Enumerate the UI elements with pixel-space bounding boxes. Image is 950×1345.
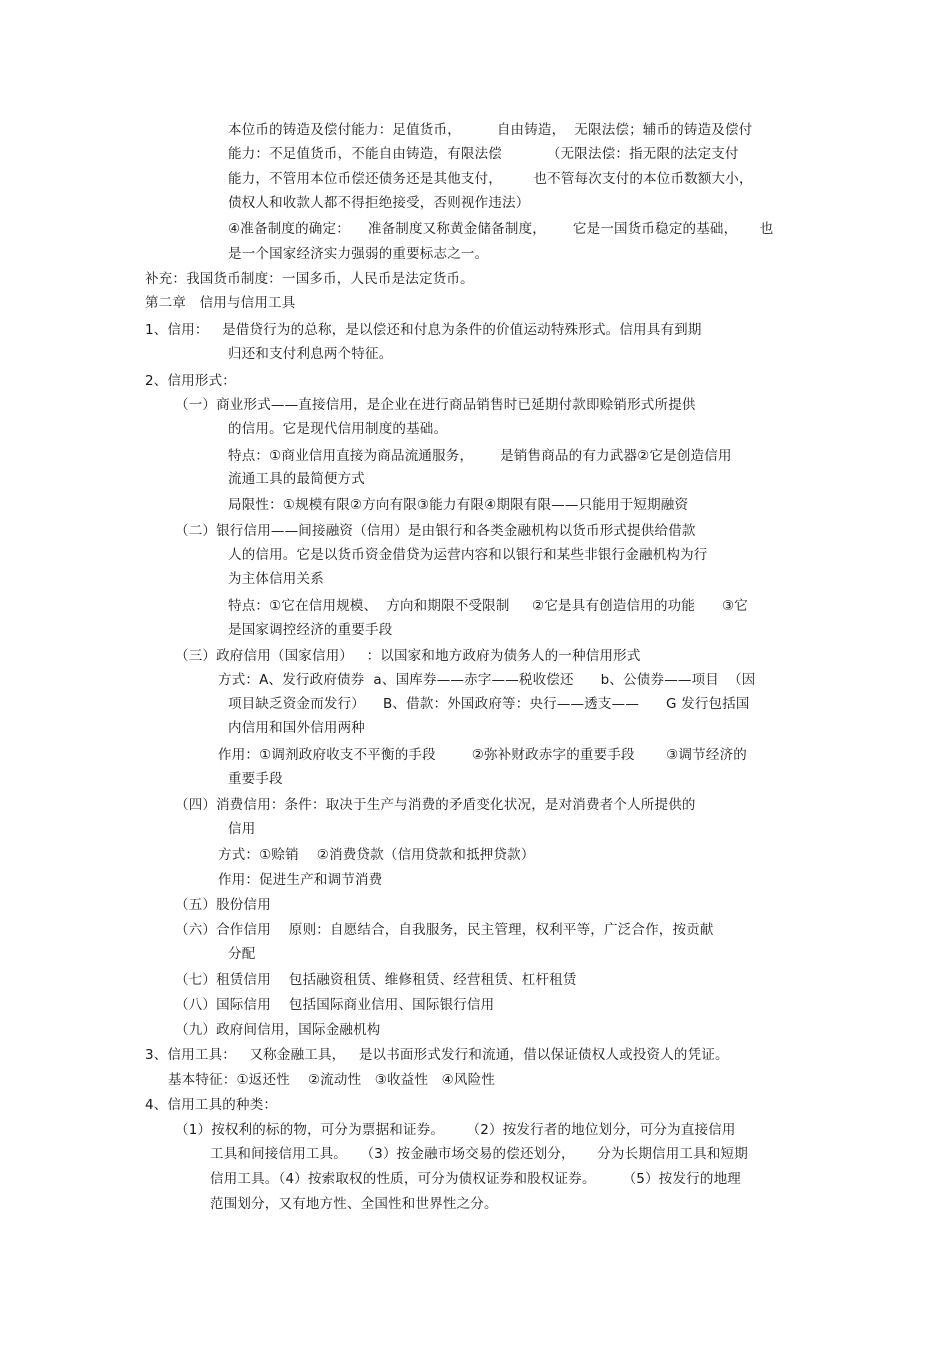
text-line: 信用工具。（4）按索取权的性质，可分为债权证券和股权证券。 （5）按发行的地理 [210,1171,741,1187]
text-line: （六）合作信用 原则：自愿结合，自我服务，民主管理，权利平等，广泛合作，按贡献 [175,922,714,938]
text-line: （二）银行信用——间接融资（信用）是由银行和各类金融机构以货币形式提供给借款 [175,523,696,539]
text-line: 补充：我国货币制度：一国多币，人民币是法定货币。 [145,271,474,287]
text-line: 分配 [228,946,256,962]
text-line: 债权人和收款人都不得拒绝接受，否则视作违法） [228,195,530,211]
text-line: （四）消费信用：条件：取决于生产与消费的矛盾变化状况，是对消费者个人所提供的 [175,797,696,813]
text-line: 项目缺乏资金而发行） B、借款：外国政府等：央行——透支—— G 发行包括国 [228,696,750,712]
text-line: 人的信用。它是以货币资金借贷为运营内容和以银行和某些非银行金融机构为行 [228,547,708,563]
text-line: 是国家调控经济的重要手段 [228,622,393,638]
text-line: 作用：①调剂政府收支不平衡的手段 ②弥补财政赤字的重要手段 ③调节经济的 [218,747,747,763]
text-line: （五）股份信用 [175,897,271,913]
text-line: 能力，不管用本位币偿还债务还是其他支付， 也不管每次支付的本位币数额大小， [228,171,753,187]
text-line: 归还和支付利息两个特征。 [228,346,393,362]
text-line: 重要手段 [228,771,283,787]
text-line: 工具和间接信用工具。 （3）按金融市场交易的偿还划分， 分为长期信用工具和短期 [210,1146,748,1162]
text-line: 作用：促进生产和调节消费 [218,872,383,888]
text-line: 是一个国家经济实力强弱的重要标志之一。 [228,246,489,262]
section-heading: 4、信用工具的种类： [145,1097,278,1113]
text-line: 为主体信用关系 [228,571,324,587]
text-line: 范围划分，又有地方性、全国性和世界性之分。 [210,1196,498,1212]
text-line: （三）政府信用（国家信用） ：以国家和地方政府为债务人的一种信用形式 [175,648,641,664]
text-line: 局限性：①规模有限②方向有限③能力有限④期限有限——只能用于短期融资 [228,497,689,513]
chapter-title: 第二章 信用与信用工具 [145,295,296,311]
text-line: 特点：①商业信用直接为商品流通服务， 是销售商品的有力武器②它是创造信用 [228,448,732,464]
text-line: 方式：①赊销 ②消费贷款（信用贷款和抵押贷款） [218,847,535,863]
text-line: 内信用和国外信用两种 [228,720,365,736]
text-line: 3、信用工具： 又称金融工具， 是以书面形式发行和流通，借以保证债权人或投资人的凭证。 [145,1047,729,1063]
text-line: 1、信用： 是借贷行为的总称，是以偿还和付息为条件的价值运动特殊形式。信用具有到期 [145,322,702,338]
text-line: 方式：A、发行政府债券 a、国库券——赤字——税收偿还 b、公债券——项目 （因 [218,672,756,688]
text-line: （八）国际信用 包括国际商业信用、国际银行信用 [175,997,495,1013]
text-line: （九）政府间信用，国际金融机构 [175,1022,381,1038]
text-line: （1）按权利的标的物，可分为票据和证券。 （2）按发行者的地位划分，可分为直接信用 [175,1122,736,1138]
text-line: 基本特征：①返还性 ②流动性 ③收益性 ④风险性 [168,1072,496,1088]
section-heading: 2、信用形式： [145,373,236,389]
text-line: 本位币的铸造及偿付能力：足值货币， 自由铸造， 无限法偿；辅币的铸造及偿付 [228,122,753,138]
text-line: 能力：不足值货币，不能自由铸造，有限法偿 （无限法偿：指无限的法定支付 [228,146,739,162]
text-line: 特点：①它在信用规模、 方向和期限不受限制 ②它是具有创造信用的功能 ③它 [228,598,748,614]
text-line: 流通工具的最简便方式 [228,471,365,487]
text-line: ④准备制度的确定： 准备制度又称黄金储备制度， 它是一国货币稳定的基础， 也 [228,221,774,237]
text-line: （七）租赁信用 包括融资租赁、维修租赁、经营租赁、杠杆租赁 [175,972,577,988]
text-line: 信用 [228,821,256,837]
text-line: （一）商业形式——直接信用，是企业在进行商品销售时已延期付款即赊销形式所提供 [175,397,696,413]
text-line: 的信用。它是现代信用制度的基础。 [228,421,448,437]
